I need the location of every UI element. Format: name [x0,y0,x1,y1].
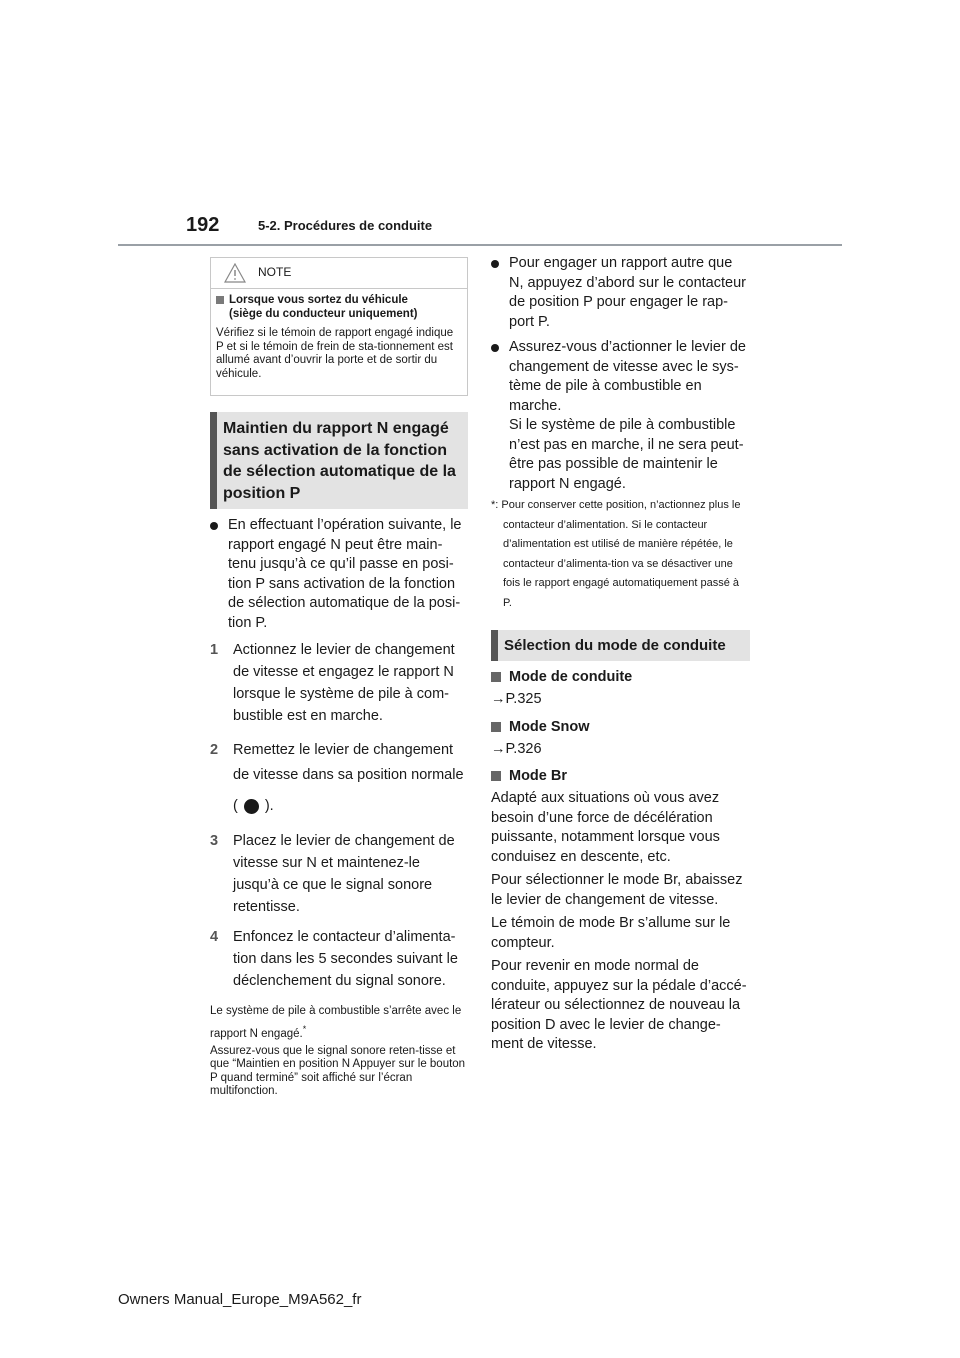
paren-open: ( [233,798,238,814]
bullet-dot-icon [491,344,499,352]
page-ref-326[interactable]: →P.326 [491,740,542,757]
note-heading [216,293,461,321]
note-heading-line1: Lorsque vous sortez du véhicule [229,294,408,306]
footnote: *: Pour conserver cette position, n’actionnez plus le contacteur d’alimentation. Si le contacteur d’alimentation est utilisé de manière répétée, le contacteur d’alimenta-tion va se désactiver une fois le rapport engagé automatiquement passé à P. [491,499,741,609]
note-label: NOTE [258,265,292,279]
mode-br-title: Mode Br [509,768,567,784]
step-number: 4 [210,929,219,945]
bullet-other-gear [491,254,749,332]
square-bullet-icon [491,771,501,781]
mode-br-para-1: Adapté aux situations où vous avez besoin d’une force de décélération puissante, notamment lorsque vous conduisez en descente, etc. [491,790,720,865]
page-ref-325[interactable]: →P.325 [491,691,542,707]
note-box [210,257,468,396]
step-3 [210,830,466,918]
section-title: 5-2. Procédures de conduite [258,218,433,233]
step-4 [210,926,466,992]
mode-de-conduite-heading [491,668,749,686]
footer-doc-id: Owners Manual_Europe_M9A562_fr [118,1291,362,1308]
footnote-mark: * [302,1024,307,1034]
mode-snow-title: Mode Snow [509,718,590,735]
step-text: Enfoncez le contacteur d’alimenta-tion dans les 5 secondes suivant le déclenchement du signal sonore. [233,929,458,989]
bullet-fuel-cell-text-b: Si le système de pile à combustible n’est pas en marche, il ne sera peut-être pas possible de maintenir le rapport N engagé. [509,417,744,492]
square-bullet-icon [216,296,224,304]
heading-drive-mode: Sélection du mode de conduite [491,630,750,661]
paren-close: ). [264,798,274,814]
step-number: 2 [210,742,219,758]
step-2 [210,738,466,819]
note-text: Vérifiez si le témoin de rapport engagé indique P et si le témoin de frein de sta-tionnement est allumé avant d’ouvrir la porte et de sortir du véhicule. [216,327,454,380]
mode-br-para-2: Pour sélectionner le mode Br, abaissez le levier de changement de vitesse. [491,872,743,908]
info-note-1 [210,1002,466,1043]
right-column-top [491,254,749,613]
step-number: 3 [210,833,219,849]
left-column [210,516,466,1099]
page-number: 192 [186,214,220,236]
bullet-intro-text: En effectuant l’opération suivante, le rapport engagé N peut être main-tenu jusqu’à ce qu’il passe en posi-tion P sans activation de la fonction de sélection automatique de la posi-tion P. [228,517,462,631]
bullet-dot-icon [491,260,499,268]
heading-maintien-n: Maintien du rapport N engagé sans activation de la fonction de sélection automatique de la position P [210,412,468,509]
step-2-symbol-line [233,794,466,819]
step-number: 1 [210,642,219,658]
bullet-intro [210,516,466,633]
step-text: Actionnez le levier de changement de vitesse et engagez le rapport N lorsque le système de pile à com-bustible est en marche. [233,642,455,724]
step-text: Remettez le levier de changement de vitesse dans sa position normale [233,742,464,783]
note-heading-line2: (siège du conducteur uniquement) [229,308,418,320]
right-column-bottom [491,668,749,1055]
warning-icon [224,263,246,283]
bullet-fuel-cell-text-a: Assurez-vous d’actionner le levier de changement de vitesse avec le sys-tème de pile à combustible en marche. [509,339,746,414]
info-note-1-text: Le système de pile à combustible s’arrête avec le rapport N engagé. [210,1005,462,1040]
step-text: Placez le levier de changement de vitesse sur N et maintenez-le jusqu’à ce que le signal sonore retentisse. [233,833,455,915]
header-divider [118,244,842,246]
bullet-dot-icon [210,522,218,530]
mode-de-conduite-title: Mode de conduite [509,669,633,685]
square-bullet-icon [491,672,501,682]
mode-snow-heading [491,718,749,736]
mode-br-para-3: Le témoin de mode Br s’allume sur le compteur. [491,915,731,951]
neutral-position-icon [244,799,259,814]
bullet-fuel-cell [491,338,749,494]
step-1 [210,639,466,727]
note-header [211,258,467,289]
mode-br-para-4: Pour revenir en mode normal de conduite, appuyez sur la pédale d’accé-lérateur ou sélectionnez de nouveau la position D avec le levier de change-ment de vitesse. [491,958,747,1052]
info-note-2: Assurez-vous que le signal sonore reten-tisse et que “Maintien en position N Appuyer sur le bouton P quand terminé” soit affiché sur l’écran multifonction. [210,1044,466,1098]
mode-br-heading [491,767,749,785]
bullet-other-gear-text: Pour engager un rapport autre que N, appuyez d’abord sur le contacteur de position P pour engager le rap-port P. [509,255,746,330]
square-bullet-icon [491,722,501,732]
